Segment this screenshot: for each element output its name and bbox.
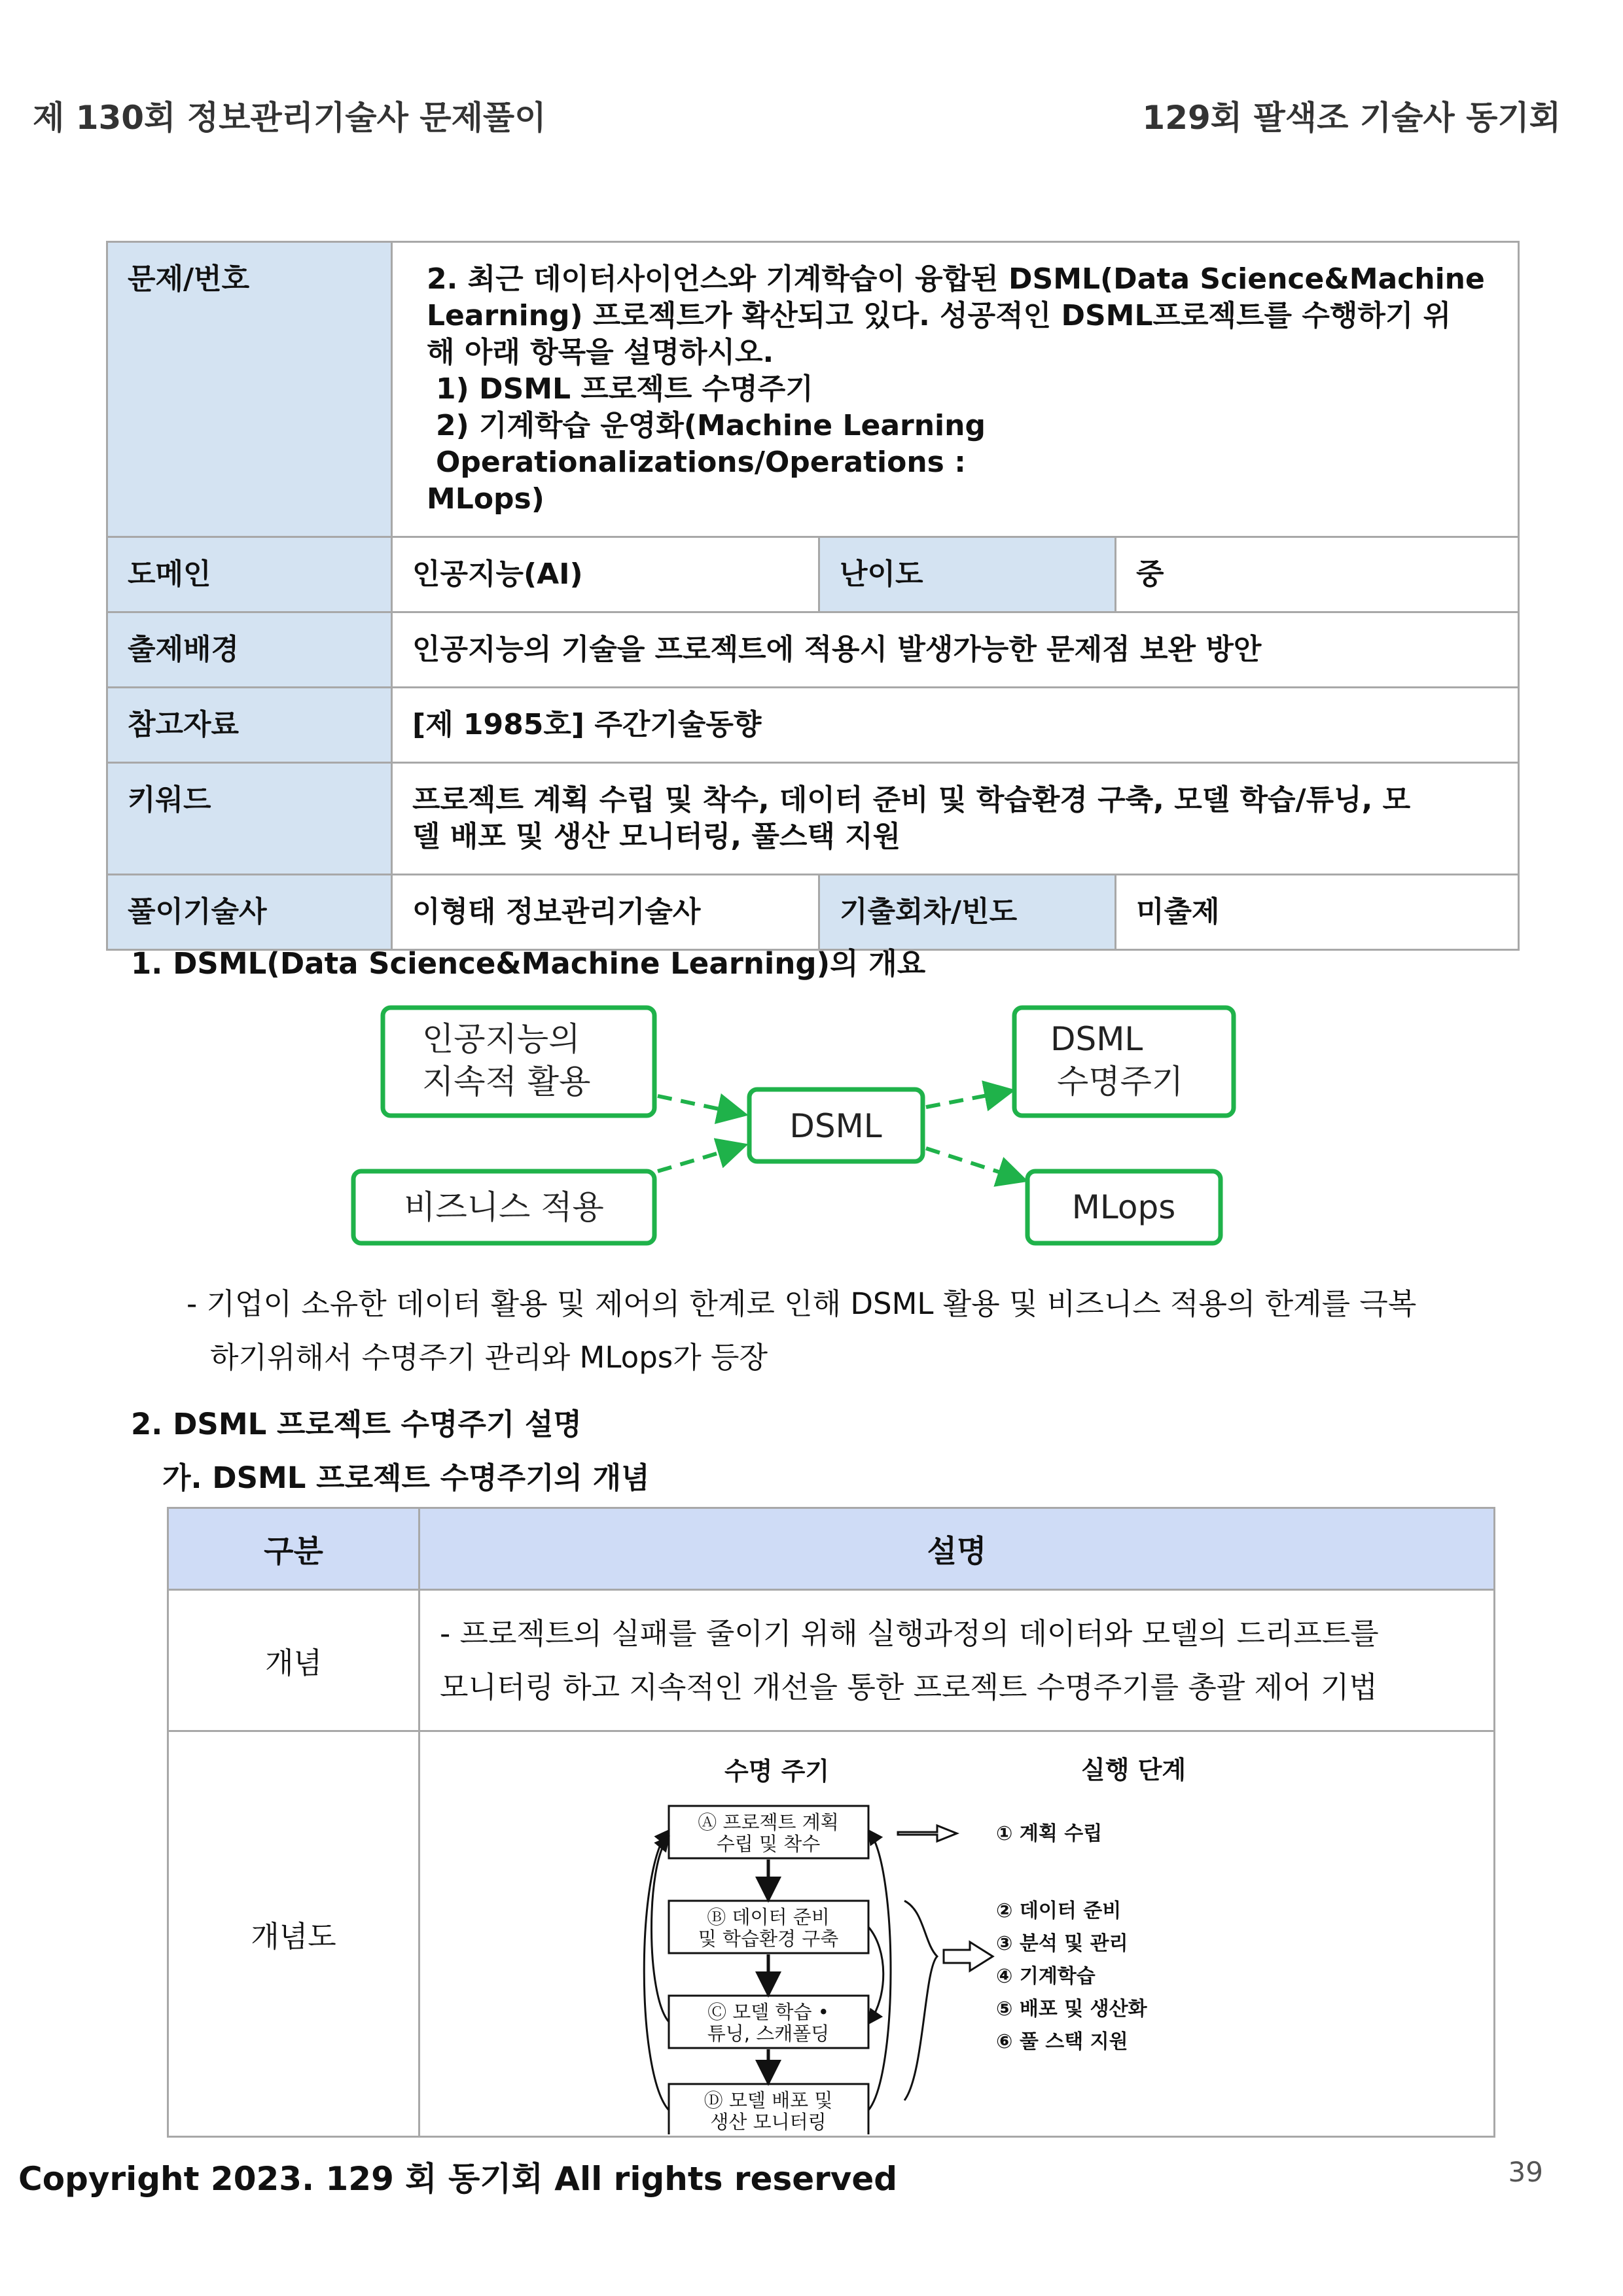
step-4: ④ 기계학습 (996, 1964, 1096, 1988)
step-6: ⑥ 풀 스택 지원 (996, 2030, 1128, 2053)
section2-title: 2. DSML 프로젝트 수명주기 설명 (131, 1407, 582, 1441)
stage-d-line2: 생산 모니터링 (710, 2110, 827, 2133)
domain-label: 도메인 (107, 537, 392, 612)
frequency-value: 미출제 (1116, 875, 1519, 950)
domain-value: 인공지능(AI) (392, 537, 819, 612)
header-right-title: 129회 팔색조 기술사 동기회 (1142, 99, 1561, 137)
page-number: 39 (1508, 2156, 1543, 2188)
dsml-overview-diagram (340, 1001, 1257, 1250)
question-line: 해 아래 항목을 설명하시오. (427, 336, 774, 369)
question-line: 1) DSML 프로젝트 수명주기 (436, 372, 813, 406)
reference-value: [제 1985호] 주간기술동향 (392, 688, 1519, 763)
step-3: ③ 분석 및 관리 (996, 1932, 1128, 1955)
difficulty-label: 난이도 (819, 537, 1116, 612)
arrow-dsml-to-lifecycle (926, 1091, 1008, 1107)
box-lifecycle-line2: 수명주기 (1057, 1063, 1184, 1101)
step-5: ⑤ 배포 및 생산화 (996, 1997, 1147, 2021)
question-info-table (106, 241, 1520, 951)
box-ai-line2: 지속적 활용 (422, 1063, 591, 1101)
box-mlops-text: MLops (1071, 1188, 1176, 1226)
keyword-line: 프로젝트 계획 수립 및 착수, 데이터 준비 및 학습환경 구축, 모델 학습/튜닝, 모 (412, 783, 1411, 817)
header-left-title: 제 130회 정보관리기술사 문제풀이 (33, 99, 546, 137)
col-description-header: 설명 (419, 1508, 1495, 1590)
frequency-label: 기출회차/빈도 (819, 875, 1116, 950)
concept-line: 모니터링 하고 지속적인 개선을 통한 프로젝트 수명주기를 총괄 제어 기법 (440, 1669, 1378, 1704)
keyword-label: 키워드 (107, 763, 392, 875)
question-line: MLops) (427, 482, 544, 516)
box-ai-line1: 인공지능의 (422, 1020, 580, 1058)
stage-a-line2: 수립 및 착수 (716, 1832, 821, 1855)
row-concept-desc (419, 1590, 1495, 1731)
footer-copyright: Copyright 2023. 129 회 동기회 All rights reserved (18, 2160, 898, 2198)
stage-d-line1: Ⓓ 모델 배포 및 (704, 2089, 833, 2111)
row-diagram-cell (419, 1731, 1495, 2137)
concept-line: - 프로젝트의 실패를 줄이기 위해 실행과정의 데이터와 모델의 드리프트를 (440, 1616, 1379, 1651)
step-1: ① 계획 수립 (996, 1822, 1103, 1845)
question-line: 2) 기계학습 운영화(Machine Learning Operationalizations/Operations : (436, 409, 986, 479)
reference-label: 참고자료 (107, 688, 392, 763)
difficulty-value: 중 (1116, 537, 1519, 612)
stage-a-line1: Ⓐ 프로젝트 계획 (698, 1810, 839, 1833)
stage-b-line1: Ⓑ 데이터 준비 (707, 1905, 830, 1928)
background-label: 출제배경 (107, 612, 392, 688)
question-line: Learning) 프로젝트가 확산되고 있다. 성공적인 DSML프로젝트를 수행하기 위 (427, 299, 1452, 332)
arrow-ai-to-dsml (658, 1096, 741, 1114)
section1-description (187, 1277, 1522, 1385)
box-lifecycle-line1: DSML (1050, 1020, 1143, 1058)
arrow-dsml-to-mlops (926, 1148, 1021, 1179)
lifecycle-heading: 수명 주기 (724, 1756, 830, 1786)
box-dsml-text: DSML (789, 1107, 882, 1145)
desc-line: 하기위해서 수명주기 관리와 MLops가 등장 (210, 1340, 768, 1375)
section2-subtitle: 가. DSML 프로젝트 수명주기의 개념 (162, 1460, 650, 1495)
stage-c-line2: 튜닝, 스캐폴딩 (707, 2022, 830, 2045)
row-diagram-label: 개념도 (168, 1731, 419, 2137)
arrow-biz-to-dsml (658, 1146, 741, 1171)
lifecycle-diagram (420, 1734, 1493, 2134)
desc-line: - 기업이 소유한 데이터 활용 및 제어의 한계로 인해 DSML 활용 및 비즈니스 적용의 한계를 극복 (187, 1286, 1417, 1321)
question-label: 문제/번호 (107, 242, 392, 537)
section1-title: 1. DSML(Data Science&Machine Learning)의 개요 (131, 946, 926, 981)
solver-label: 풀이기술사 (107, 875, 392, 950)
keyword-line: 델 배포 및 생산 모니터링, 풀스택 지원 (412, 820, 901, 853)
box-biz-text: 비즈니스 적용 (404, 1188, 604, 1226)
col-category-header: 구분 (168, 1508, 419, 1590)
row-concept-label: 개념 (168, 1590, 419, 1731)
stage-c-line1: Ⓒ 모델 학습 • (707, 2000, 829, 2023)
lifecycle-concept-table (167, 1507, 1495, 2138)
steps-heading: 실행 단계 (1081, 1755, 1186, 1784)
question-line: 2. 최근 데이터사이언스와 기계학습이 융합된 DSML(Data Science&Machine (427, 262, 1485, 296)
background-value: 인공지능의 기술을 프로젝트에 적용시 발생가능한 문제점 보완 방안 (392, 612, 1519, 688)
question-text (392, 242, 1519, 537)
keyword-value (392, 763, 1519, 875)
stage-b-line2: 및 학습환경 구축 (698, 1927, 839, 1950)
step-2: ② 데이터 준비 (996, 1899, 1122, 1922)
solver-value: 이형태 정보관리기술사 (392, 875, 819, 950)
